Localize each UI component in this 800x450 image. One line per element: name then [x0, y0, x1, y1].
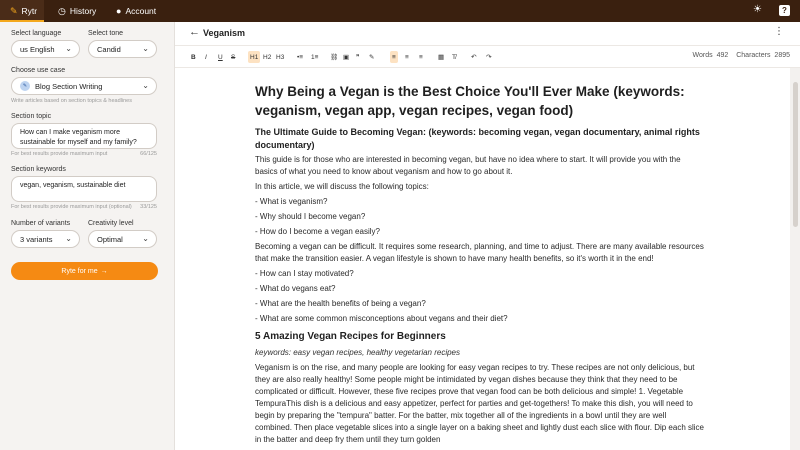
blog-icon: ✎: [20, 81, 30, 91]
editor: [175, 22, 800, 450]
paragraph: This guide is for those who are interested in becoming vegan, but have no idea where to start. It will provide you with the basics of what you need to know about veganism and how to go about it.: [255, 155, 681, 176]
align-left-icon[interactable]: ≡: [390, 51, 398, 63]
language-select[interactable]: [11, 40, 80, 58]
document-stats: [687, 52, 790, 59]
help-icon[interactable]: ?: [779, 5, 790, 16]
italic-button[interactable]: I: [205, 53, 207, 61]
usecase-label: Choose use case: [11, 67, 66, 74]
heading-2: The Ultimate Guide to Becoming Vegan: (keywords: becoming vegan, vegan documentary, animal rights documentary): [255, 127, 700, 150]
back-arrow-icon[interactable]: ←: [189, 26, 200, 38]
variants-value: 3 variants: [20, 234, 53, 244]
topic-textarea[interactable]: How can I make veganism more sustainable for myself and my family?: [11, 123, 157, 149]
clear-format-icon[interactable]: T̸: [452, 53, 456, 61]
table-icon[interactable]: ▦: [438, 54, 445, 61]
language-label: Select language: [11, 30, 62, 37]
editor-toolbar: [175, 46, 800, 68]
pen-icon: ✎: [10, 5, 18, 16]
numbered-list-icon[interactable]: 1≡: [311, 53, 319, 61]
tab-history[interactable]: [58, 0, 96, 22]
arrow-right-icon: →: [100, 267, 108, 275]
chevron-down-icon: ⌄: [65, 234, 72, 243]
paragraph: Veganism is on the rise, and many people are looking for easy vegan recipes to try. These recipes are not only delicious, but they are also really healthy! Some people might be intimidated by vegan dishes because they think that they need to be complicated or difficult. However, these five recipes prove that vegan food can be both delicious and simple! 1. Vegetable TempuraThis dish is a delicious and easy appetizer, perfect for parties and get-togethers! To make this dish, you will need to begin by preparing the "tempura" batter. For the batter, mix together all of the ingredients in a bowl until they are well combined. Then place vegetable slices into a single layer on a baking sheet and lightly dust each slice with flour. Dip each slice in the batter and deep fry them until they turn golden: [255, 362, 705, 444]
redo-icon[interactable]: ↷: [486, 54, 492, 61]
bullet-list-icon[interactable]: •≡: [297, 53, 304, 61]
highlight-icon[interactable]: ✎: [369, 54, 375, 61]
creativity-label: Creativity level: [88, 220, 134, 227]
keywords-line: keywords: easy vegan recipes, healthy vegetarian recipes: [255, 347, 460, 357]
chevron-down-icon: ⌄: [142, 234, 149, 243]
characters-count: 2895: [774, 52, 790, 59]
usecase-select[interactable]: [11, 77, 157, 95]
sun-icon[interactable]: ☀: [753, 4, 762, 15]
keywords-textarea[interactable]: vegan, veganism, sustainable diet: [11, 176, 157, 202]
topic-hint: For best results provide maximum input: [11, 151, 108, 157]
keywords-hint: For best results provide maximum input (optional): [11, 204, 132, 210]
ryte-button[interactable]: [11, 262, 158, 280]
topic-label: Section topic: [11, 113, 52, 120]
words-count: 492: [716, 52, 729, 59]
tab-account-label: Account: [125, 6, 157, 16]
document-body[interactable]: [255, 82, 705, 446]
h3-button[interactable]: H3: [276, 53, 285, 61]
list-item: - What do vegans eat?: [255, 284, 336, 293]
sidebar: [0, 22, 175, 450]
paragraph: Becoming a vegan can be difficult. It requires some research, planning, and time to adjust. There are many available resources that make the transition easier. A vegan lifestyle is shown to have many health benefits, so it's worth it in the end!: [255, 242, 704, 263]
link-icon[interactable]: ⛓: [330, 54, 339, 61]
heading-2: 5 Amazing Vegan Recipes for Beginners: [255, 331, 446, 342]
align-center-icon[interactable]: ≡: [405, 53, 409, 61]
topic-count: 66/125: [140, 151, 157, 157]
usecase-value: Blog Section Writing: [35, 81, 103, 91]
list-item: - What are some common misconceptions about vegans and their diet?: [255, 314, 508, 323]
tone-select[interactable]: [88, 40, 157, 58]
list-item: - How can I stay motivated?: [255, 269, 354, 278]
list-item: - How do I become a vegan easily?: [255, 227, 380, 236]
tab-history-label: History: [69, 6, 97, 16]
h2-button[interactable]: H2: [263, 53, 272, 61]
top-bar: [0, 0, 800, 22]
ryte-button-label: Ryte for me: [61, 267, 98, 275]
chevron-down-icon: ⌄: [142, 81, 149, 90]
characters-label: Characters: [736, 52, 771, 59]
user-icon: ●: [116, 5, 122, 16]
list-item: - What is veganism?: [255, 197, 328, 206]
list-item: - Why should I become vegan?: [255, 212, 366, 221]
paragraph: In this article, we will discuss the following topics:: [255, 182, 429, 191]
clock-icon: ◷: [58, 5, 66, 16]
words-label: Words: [692, 52, 713, 59]
bold-button[interactable]: B: [191, 53, 196, 61]
variants-select[interactable]: [11, 230, 80, 248]
document-header: [175, 22, 800, 46]
image-icon[interactable]: ▣: [343, 54, 350, 61]
language-value: us English: [20, 44, 55, 54]
tab-rytr[interactable]: [0, 0, 44, 22]
tone-label: Select tone: [88, 30, 124, 37]
scrollbar-thumb[interactable]: [793, 82, 798, 227]
chevron-down-icon: ⌄: [65, 44, 72, 53]
tone-value: Candid: [97, 44, 121, 54]
chevron-down-icon: ⌄: [142, 44, 149, 53]
list-item: - What are the health benefits of being a vegan?: [255, 299, 426, 308]
tab-rytr-label: Rytr: [21, 6, 38, 16]
heading-1: Why Being a Vegan is the Best Choice You'll Ever Make (keywords: veganism, vegan app, vegan recipes, vegan food): [255, 84, 685, 118]
keywords-count: 33/125: [140, 204, 157, 210]
variants-label: Number of variants: [11, 220, 71, 227]
underline-button[interactable]: U: [218, 53, 223, 61]
h1-button[interactable]: H1: [248, 51, 260, 63]
strikethrough-button[interactable]: S: [231, 53, 236, 61]
more-options-icon[interactable]: ⋮: [774, 26, 784, 37]
usecase-hint: Write articles based on section topics & headlines: [11, 98, 132, 104]
keywords-label: Section keywords: [11, 166, 66, 173]
align-right-icon[interactable]: ≡: [419, 53, 423, 61]
quote-icon[interactable]: ❞: [356, 54, 360, 61]
tab-account[interactable]: [116, 0, 156, 22]
undo-icon[interactable]: ↶: [471, 54, 477, 61]
creativity-value: Optimal: [97, 234, 123, 244]
creativity-select[interactable]: [88, 230, 157, 248]
document-title: Veganism: [203, 28, 246, 38]
scrollbar[interactable]: [790, 68, 800, 450]
